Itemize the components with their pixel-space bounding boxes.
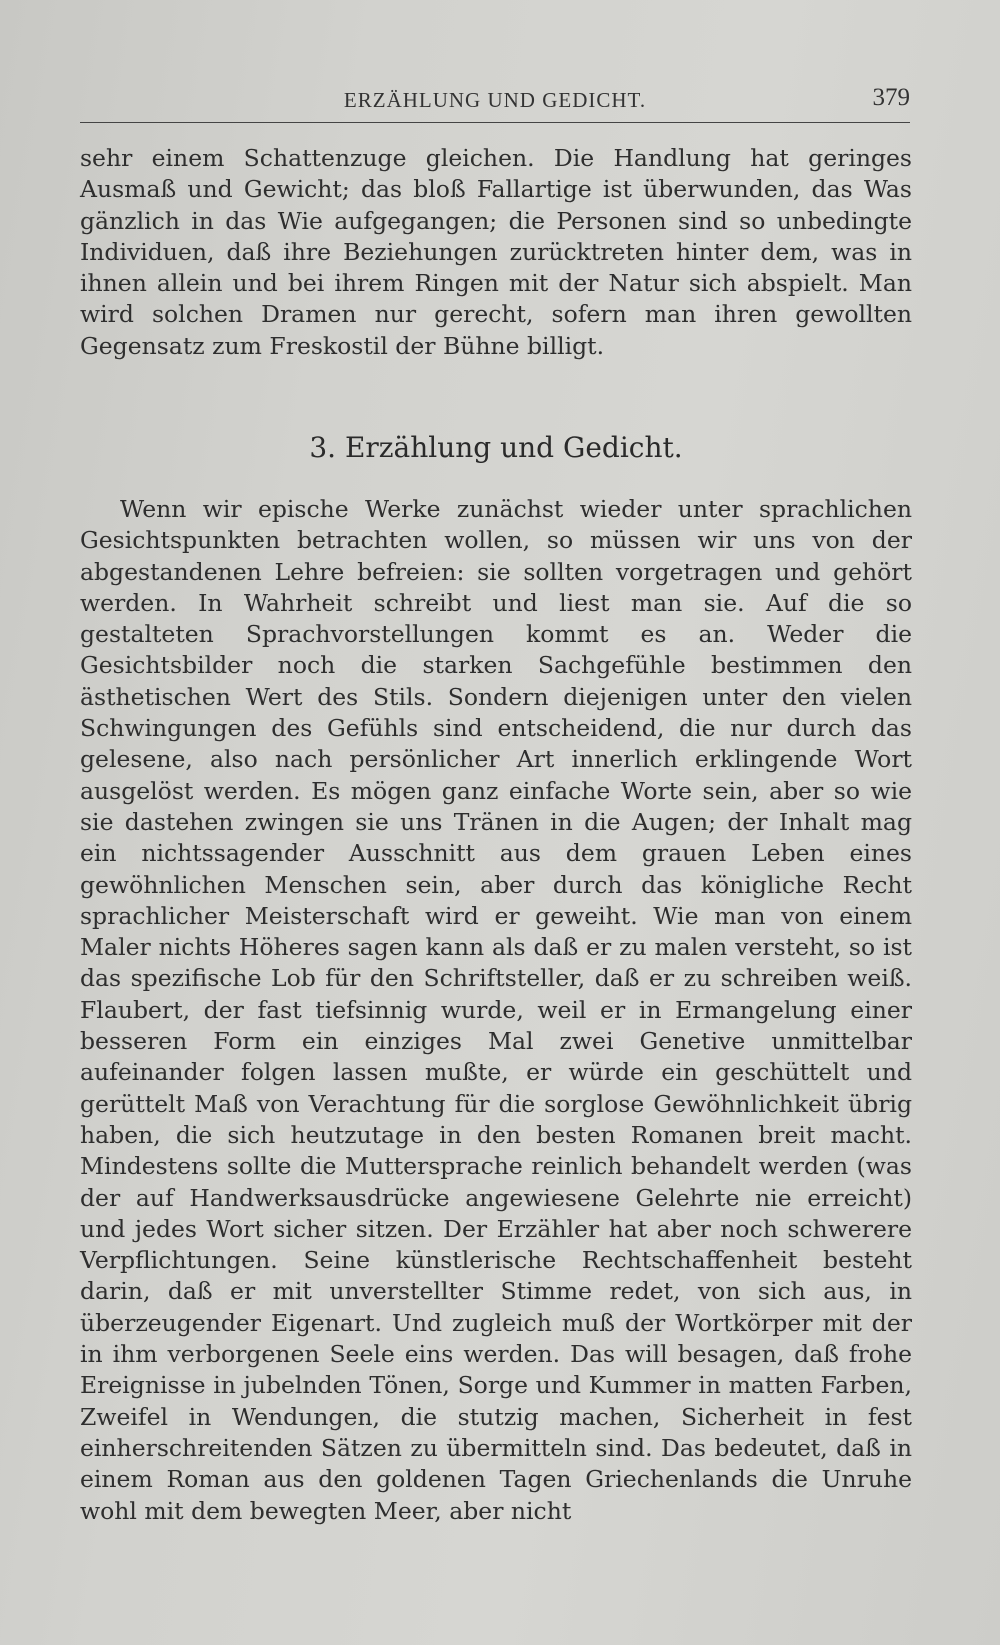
section-heading: 3. Erzählung und Gedicht. [309,431,683,464]
running-title: ERZÄHLUNG UND GEDICHT. [343,88,647,112]
page-header [80,82,910,123]
paragraph-body: Wenn wir epische Werke zunächst wieder unter sprachlichen Gesichtspunkten betrachten wollen, so müssen wir uns von der abgestandenen Lehre befreien: sie sollten vorgetragen und gehört werden. In Wahrheit schreibt und liest man sie. Auf die so gestalteten Sprachvorstellungen kommt es an. Weder die Gesichtsbilder noch die starken Sachgefühle bestimmen den ästhetischen Wert des Stils. Sondern diejenigen unter den vielen Schwingungen des Gefühls sind entscheidend, die nur durch das gelesene, also nach persönlicher Art innerlich erklingende Wort ausgelöst werden. Es mögen ganz einfache Worte sein, aber so wie sie dastehen zwingen sie uns Tränen in die Augen; der Inhalt mag ein nichtssagender Ausschnitt aus dem grauen Leben eines gewöhnlichen Menschen sein, aber durch das königliche Recht sprachlicher Meisterschaft wird er geweiht. Wie man von einem Maler nichts Höheres sagen kann als daß er zu malen versteht, so ist das spezifische Lob für den Schriftsteller, daß er zu schreiben weiß. Flaubert, der fast tiefsinnig wurde, weil er in Ermangelung einer besseren Form ein einziges Mal zwei Genetive unmittelbar aufeinander folgen lassen mußte, er würde ein geschüttelt und gerüttelt Maß von Verachtung für die sorglose Gewöhnlichkeit übrig haben, die sich heutzutage in den besten Romanen breit macht. Mindestens sollte die Muttersprache reinlich behandelt werden (was der auf Handwerksausdrücke angewiesene Gelehrte nie erreicht) und jedes Wort sicher sitzen. Der Erzähler hat aber noch schwerere Verpflichtungen. Seine künstlerische Rechtschaffenheit besteht darin, daß er mit unverstellter Stimme redet, von sich aus, in überzeugender Eigenart. Und zugleich muß der Wortkörper mit der in ihm verborgenen Seele eins werden. Das will besagen, daß frohe Ereignisse in jubelnden Tönen, Sorge und Kummer in matten Farben, Zweifel in Wendungen, die stutzig machen, Sicherheit in fest einherschreitenden Sätzen zu übermitteln sind. Das bedeutet, daß in einem Roman aus den goldenen Tagen Griechenlands die Unruhe wohl mit dem bewegten Meer, aber nicht [80,495,912,1525]
page-number: 379 [872,84,910,111]
paragraph-continued: sehr einem Schattenzuge gleichen. Die Handlung hat geringes Ausmaß und Gewicht; das bloß Fallartige ist überwunden, das Was gänzlich in das Wie aufgegangen; die Personen sind so unbedingte Individuen, daß ihre Beziehungen zurücktreten hinter dem, was in ihnen allein und bei ihrem Ringen mit der Natur sich abspielt. Man wird solchen Dramen nur gerecht, sofern man ihren gewollten Gegensatz zum Freskostil der Bühne billigt. [80,144,912,360]
